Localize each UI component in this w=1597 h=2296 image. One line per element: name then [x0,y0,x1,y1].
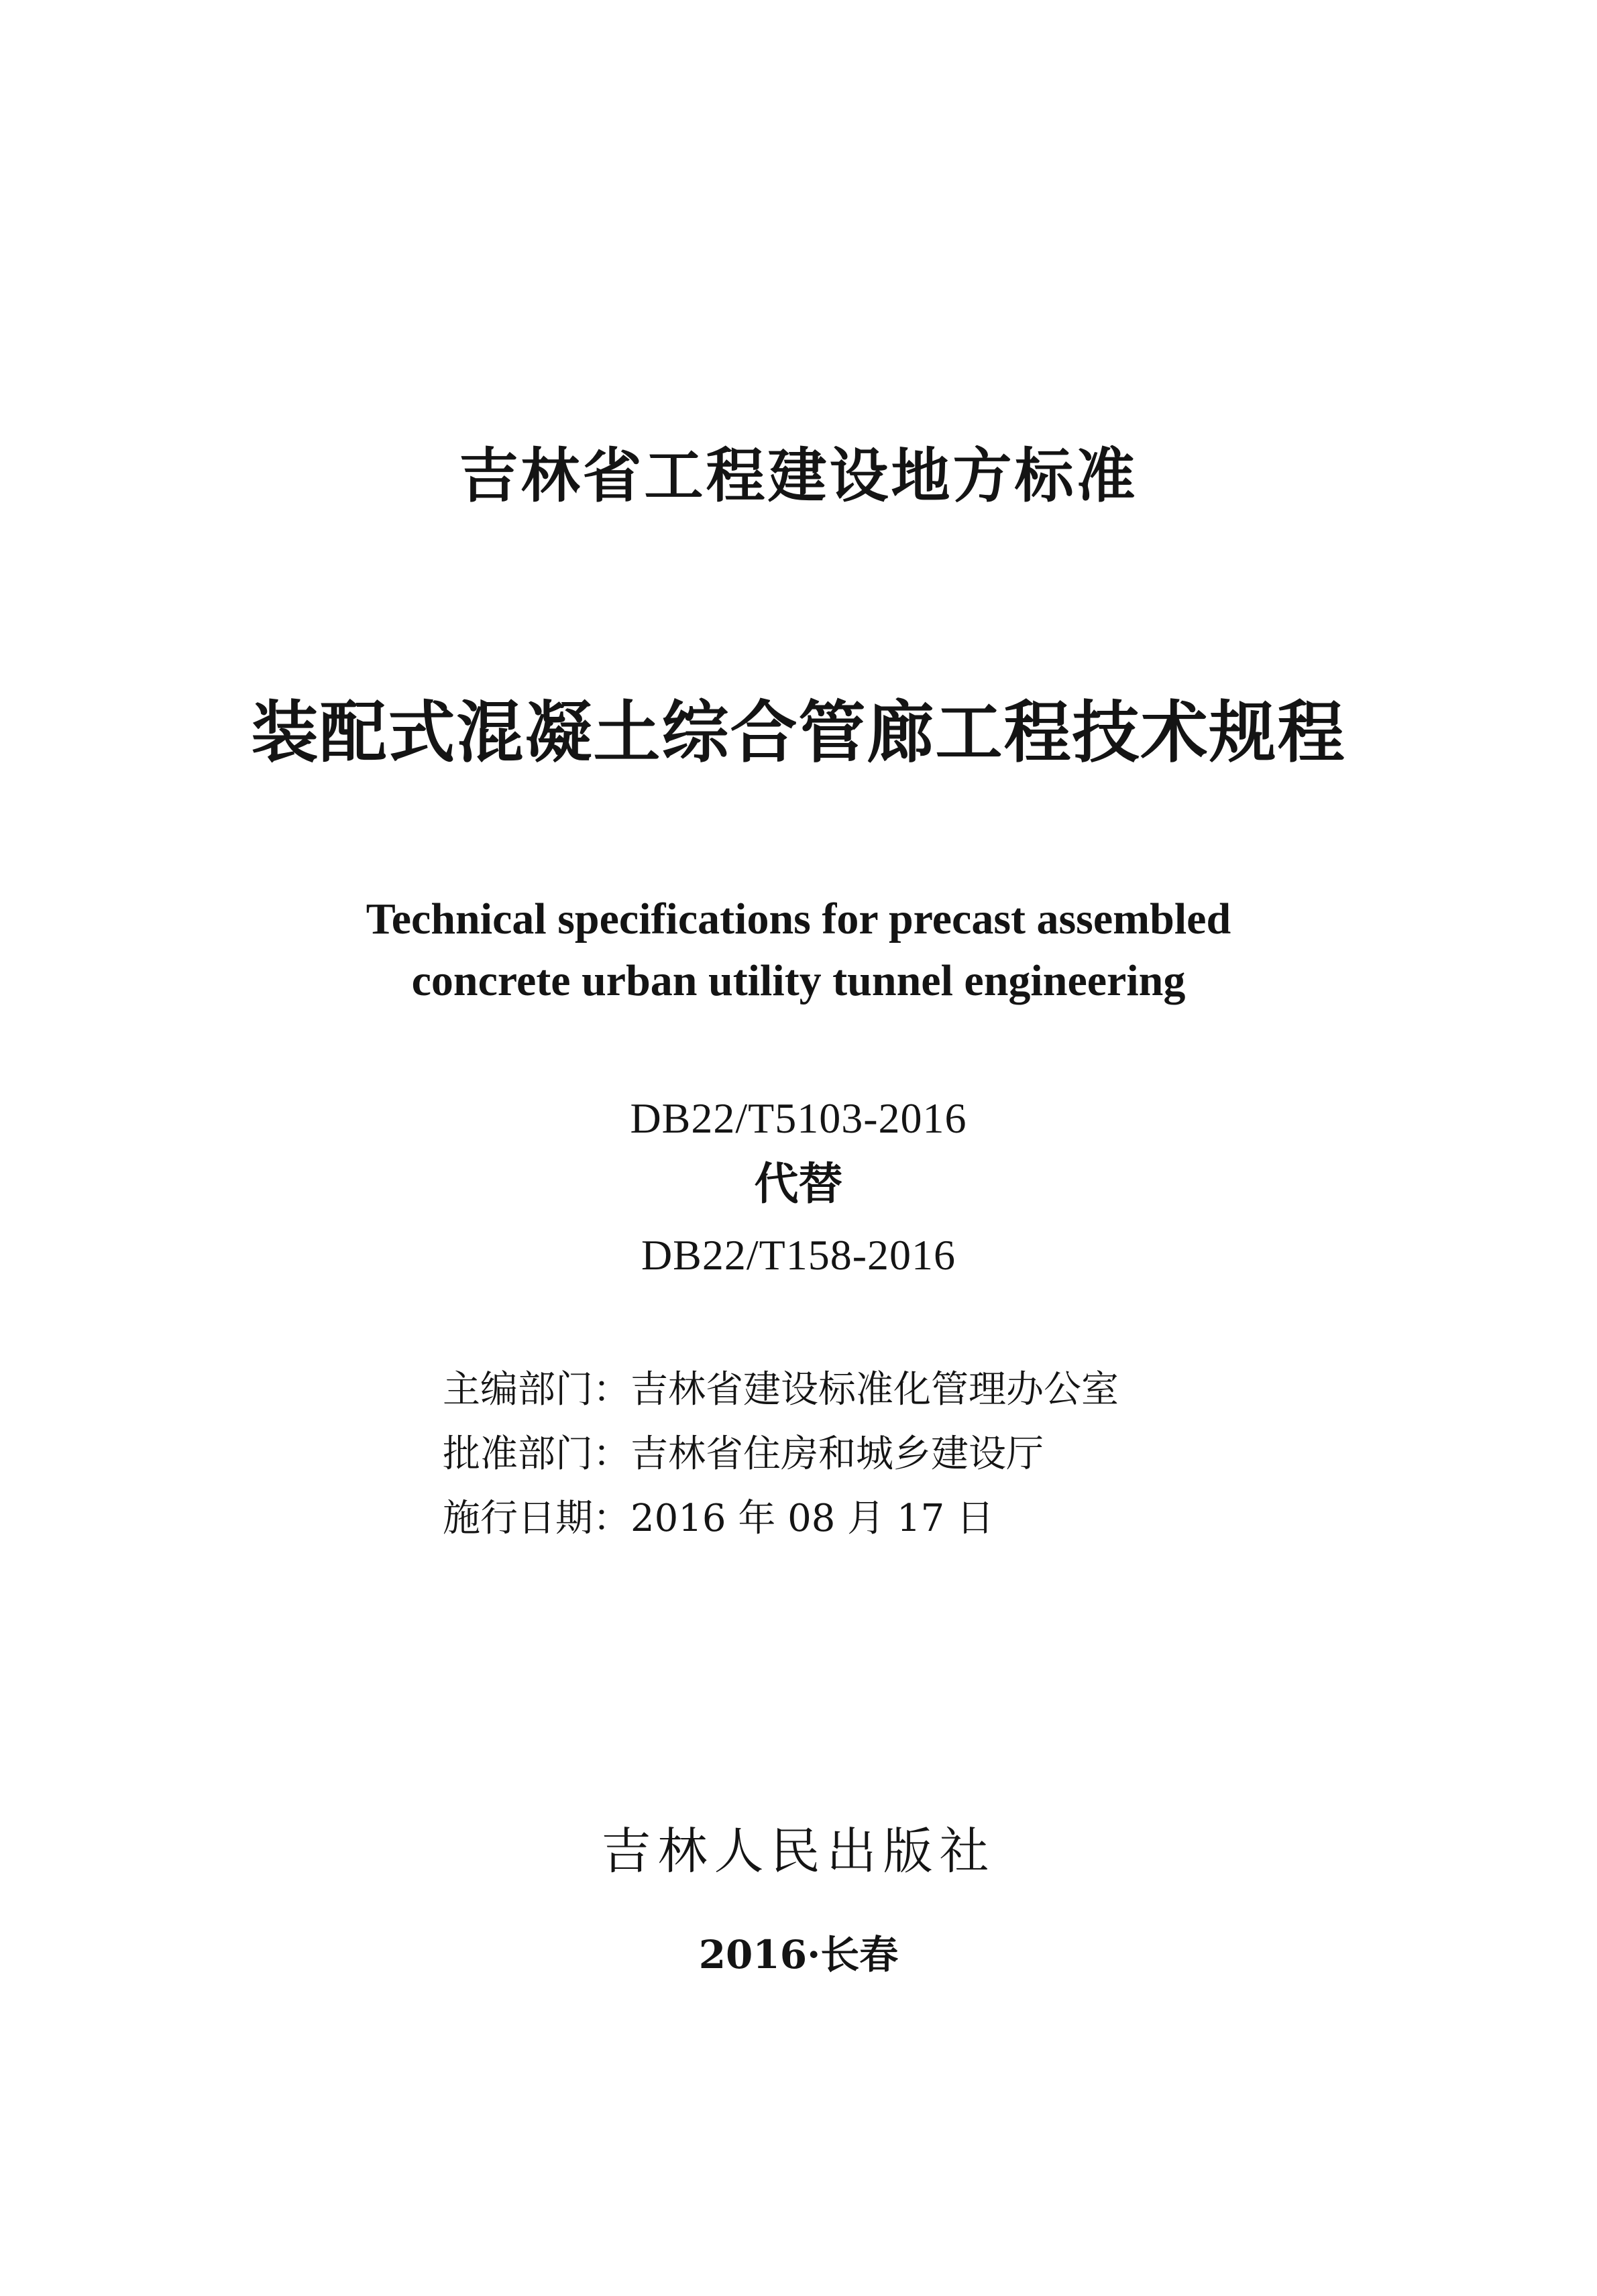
title-english-line-1: Technical specifications for precast assembled [366,895,1231,943]
publication-year-place: 2016·长春 [698,1932,899,1977]
document-title-english [0,888,1597,1012]
standard-code: DB22/T5103-2016 [630,1094,967,1142]
editor-department: 主编部门：吉林省建设标准化管理办公室 [443,1368,1119,1412]
publisher-name: 吉林人民出版社 [601,1823,996,1880]
series-title: 吉林省工程建设地方标准 [459,441,1138,510]
document-metadata [443,1358,1119,1551]
replaces-label: 代替 [754,1158,843,1210]
approval-department: 批准部门：吉林省住房和城乡建设厅 [443,1432,1044,1476]
effective-date: 施行日期：2016 年 08 月 17 日 [443,1497,995,1540]
replaced-standard-code: DB22/T158-2016 [641,1231,956,1279]
title-english-line-2: concrete urban utility tunnel engineering [411,956,1186,1005]
document-title-chinese: 装配式混凝土综合管廊工程技术规程 [251,693,1346,772]
